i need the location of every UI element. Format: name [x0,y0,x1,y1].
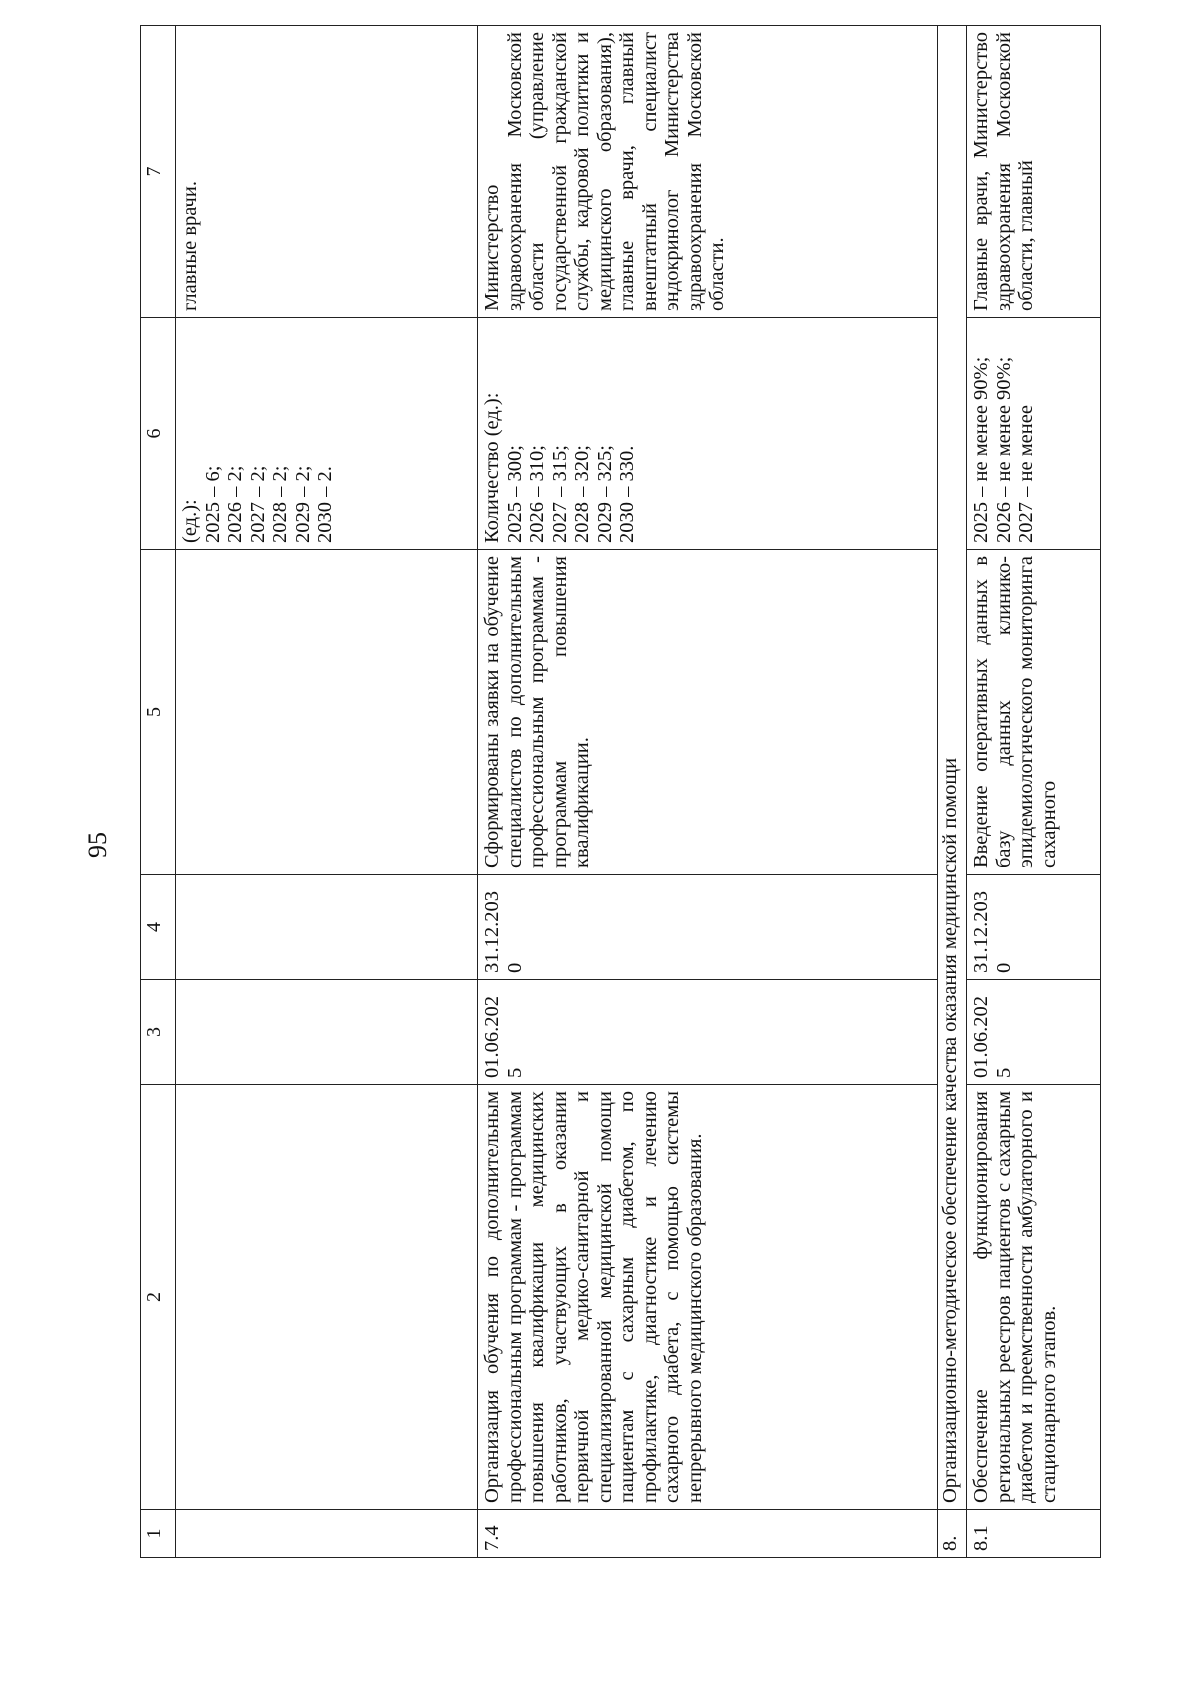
indicator: 2025 – не менее 90%; 2026 – не менее 90%; 2027 – не менее [967,318,1101,550]
header-cell: 1 [141,1510,176,1558]
row-number [176,1510,478,1558]
row-number: 7.4 [478,1510,938,1558]
section-number: 8. [938,1510,967,1558]
responsible: Министерство здравоохранения Московской области (управление государственной гражданской службы, кадровой политики и медицинского образования), главные врачи, главный внештатный специалист эндокринолог Министерства здравоохранения Московской области. [478,26,938,318]
header-cell: 7 [141,26,176,318]
expected-result [176,550,478,875]
section-row [938,26,967,1558]
end-date [176,875,478,980]
page-number: 95 [83,832,112,858]
indicator: (ед.): 2025 – 6; 2026 – 2; 2027 – 2; 2028 – 2; 2029 – 2; 2030 – 2. [176,318,478,550]
header-cell: 2 [141,1085,176,1510]
end-date: 31.12.2030 [478,875,938,980]
header-cell: 3 [141,980,176,1085]
responsible: главные врачи. [176,26,478,318]
header-cell: 4 [141,875,176,980]
header-cell: 6 [141,318,176,550]
responsible: Главные врачи, Министерство здравоохранения Московской области, главный [967,26,1101,318]
header-row [141,26,176,1558]
activity-name [176,1085,478,1510]
end-date: 31.12.2030 [967,875,1101,980]
activity-name: Обеспечение функционирования региональных реестров пациентов с сахарным диабетом и преемственности амбулаторного и стационарного этапов. [967,1085,1101,1510]
expected-result: Введение оперативных данных в базу данных клинико-эпидемиологического мониторинга сахарного [967,550,1101,875]
start-date [176,980,478,1085]
activity-table [140,25,1101,1558]
row-number: 8.1 [967,1510,1101,1558]
header-cell: 5 [141,550,176,875]
indicator: Количество (ед.): 2025 – 300; 2026 – 310; 2027 – 315; 2028 – 320; 2029 – 325; 2030 – 330. [478,318,938,550]
activity-name: Организация обучения по дополнительным профессиональным программам - программам повышения квалификации медицинских работников, участвующих в оказании первичной медико-санитарной и специализированной медицинской помощи пациентам с сахарным диабетом, по профилактике, диагностике и лечению сахарного диабета, с помощью системы непрерывного медицинского образования. [478,1085,938,1510]
table-row [176,26,478,1558]
expected-result: Сформированы заявки на обучение специалистов по дополнительным профессиональным программам - программам повышения квалификации. [478,550,938,875]
table-row [478,26,938,1558]
section-title: Организационно-методическое обеспечение качества оказания медицинской помощи [938,26,967,1510]
start-date: 01.06.2025 [967,980,1101,1085]
rotated-table-wrapper [140,26,1113,1558]
table-row [967,26,1101,1558]
start-date: 01.06.2025 [478,980,938,1085]
